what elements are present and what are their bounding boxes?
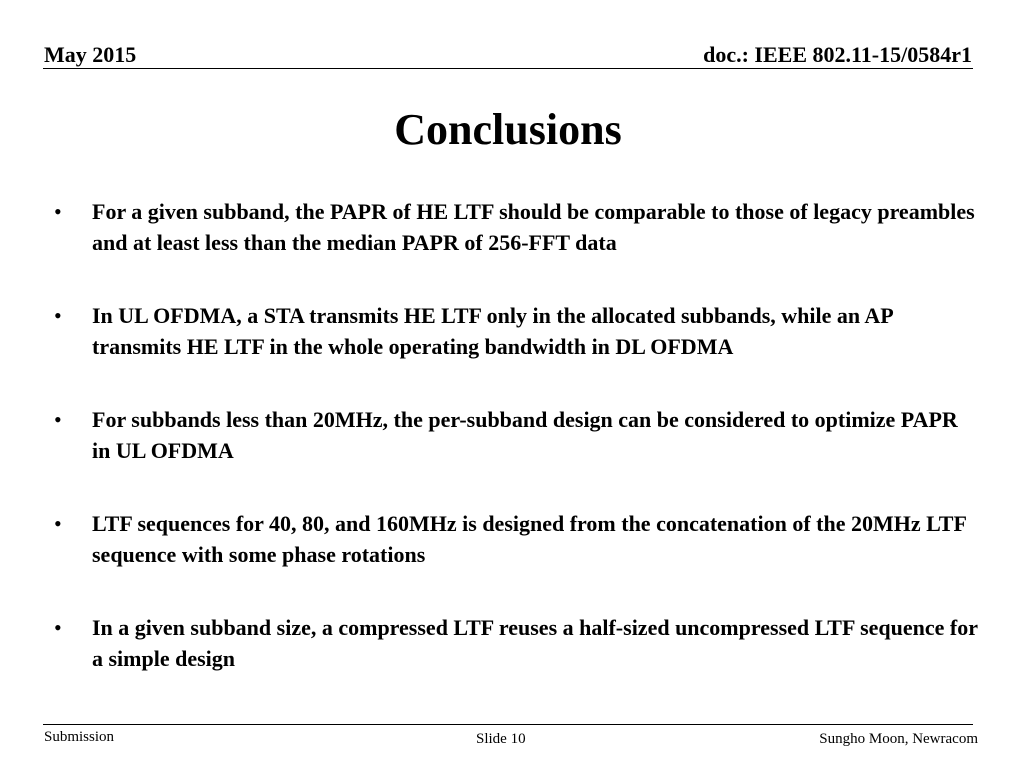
bullet-item [50, 612, 980, 674]
bullet-text: LTF sequences for 40, 80, and 160MHz is designed from the concatenation of the 20MHz LTF sequence with some phase rotations [92, 511, 967, 567]
bullet-marker: • [54, 199, 62, 224]
bullet-marker: • [54, 615, 62, 640]
footer-submission: Submission [44, 729, 115, 745]
bullet-item [50, 404, 980, 466]
bullet-item [50, 508, 980, 570]
footer-slide-number: Slide 10 [476, 731, 526, 747]
header-date: May 2015 [44, 42, 137, 67]
bullet-text: For a given subband, the PAPR of HE LTF should be comparable to those of legacy preambles and at least less than the median PAPR of 256-FFT data [92, 199, 975, 255]
bullet-text: In a given subband size, a compressed LTF reuses a half-sized uncompressed LTF sequence for a simple design [92, 615, 978, 671]
footer-author: Sungho Moon, Newracom [819, 731, 978, 747]
bullet-marker: • [54, 511, 62, 536]
footer-divider [43, 724, 973, 725]
bullet-marker: • [54, 303, 62, 328]
bullet-text: In UL OFDMA, a STA transmits HE LTF only in the allocated subbands, while an AP transmits HE LTF in the whole operating bandwidth in DL OFDMA [92, 303, 893, 359]
bullet-item [50, 196, 980, 258]
header-divider [43, 68, 973, 69]
header-doc-id: doc.: IEEE 802.11-15/0584r1 [703, 42, 972, 67]
bullet-item [50, 300, 980, 362]
slide-title: Conclusions [394, 105, 622, 154]
bullet-text: For subbands less than 20MHz, the per-subband design can be considered to optimize PAPR in UL OFDMA [92, 407, 958, 463]
bullet-list [50, 196, 980, 716]
bullet-marker: • [54, 407, 62, 432]
